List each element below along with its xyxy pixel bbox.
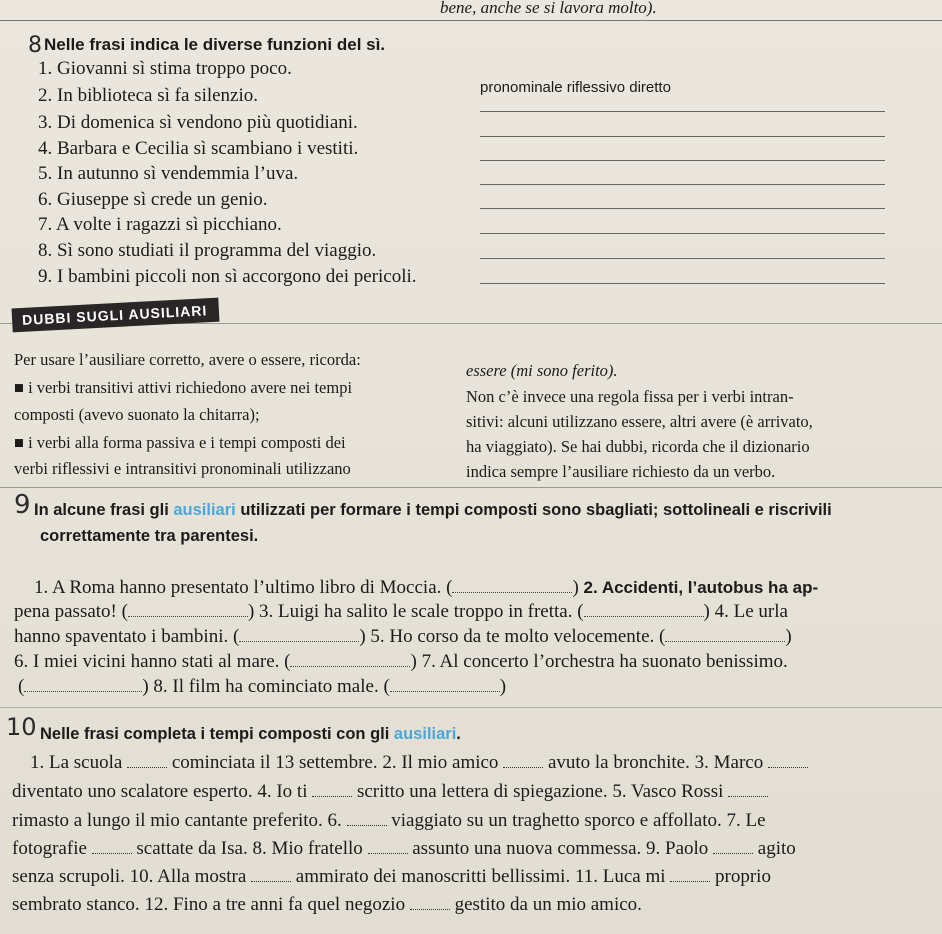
dubbi-bottom-rule [0,487,942,488]
ex10-blank-9[interactable] [713,839,753,854]
ex8-item-7: 7. A volte i ragazzi sì picchiano. [38,214,282,235]
ex9-blank-7[interactable] [24,672,142,692]
answer-line-9[interactable] [480,258,885,259]
ex9-line-2: pena passato! ( ) 3. Luigi ha salito le scale troppo in fretta. ( ) 4. Le urla [14,597,788,623]
ex10-line-3: rimasto a lungo il mio cantante preferito. 6. viaggiato su un traghetto sporco e affollato. 7. Le [12,810,766,831]
ex9-blank-2[interactable] [128,597,248,617]
ex10-top-rule [0,707,942,708]
ex10-line-6: sembrato stanco. 12. Fino a tre anni fa quel negozio gestito da un mio amico. [12,894,642,915]
ex10-line-4: fotografie scattate da Isa. 8. Mio fratello assunto una nuova commessa. 9. Paolo agito [12,838,796,859]
top-fragment-text: bene, anche se si lavora molto). [440,0,657,17]
ex8-item-3: 3. Di domenica sì vendono più quotidiani. [38,112,358,133]
ex9-blank-3[interactable] [584,597,704,617]
exercise-10-number: 10 [6,713,37,741]
exercise-10-title: Nelle frasi completa i tempi composti con gli ausiliari. [40,725,461,743]
dubbi-left-3: composti (avevo suonato la chitarra); [14,405,260,424]
ex9-line-4: 6. I miei vicini hanno stati al mare. ( ) 7. Al concerto l’orchestra ha suonato benissimo. [14,647,788,673]
ex8-item-1: 1. Giovanni sì stima troppo poco. [38,58,292,79]
answer-line-5[interactable] [480,160,885,161]
answer-line-3[interactable] [480,111,885,112]
ex10-line-2: diventato uno scalatore esperto. 4. Io ti scritto una lettera di spiegazione. 5. Vasco Rossi [12,781,768,803]
ex8-item-6: 6. Giuseppe sì crede un genio. [38,189,268,210]
dubbi-badge: DUBBI SUGLI AUSILIARI [12,298,220,333]
ex8-item-5: 5. In autunno sì vendemmia l’uva. [38,163,299,184]
ex8-item-2: 2. In biblioteca sì fa silenzio. [38,85,259,106]
ex9-blank-6[interactable] [290,647,410,667]
dubbi-right-3: sitivi: alcuni utilizzano essere, altri avere (è arrivato, [466,412,813,431]
ex9-blank-4[interactable] [239,622,359,642]
ex8-item-8: 8. Sì sono studiati il programma del viaggio. [38,240,377,261]
dubbi-right-2: Non c’è invece una regola fissa per i verbi intran- [466,387,794,406]
exercise-9-number: 9 [14,490,31,520]
ex9-blank-1[interactable] [452,573,572,593]
ex10-blank-3[interactable] [768,753,808,768]
answer-line-7[interactable] [480,208,885,209]
ex10-blank-8[interactable] [368,839,408,854]
answer-line-4[interactable] [480,136,885,137]
ex10-blank-4[interactable] [312,782,352,797]
ex10-blank-12[interactable] [410,895,450,910]
ex9-line-1: 1. A Roma hanno presentato l’ultimo libro di Moccia. ( ) 2. Accidenti, l’autobus ha ap- [34,573,818,599]
ex9-blank-8[interactable] [390,672,500,692]
answer-line-8[interactable] [480,233,885,234]
ex10-blank-7[interactable] [92,839,132,854]
exercise-9-title: In alcune frasi gli ausiliari utilizzati per formare i tempi composti sono sbagliati; sottolineali e riscrivili [34,501,832,519]
ex10-line-5: senza scrupoli. 10. Alla mostra ammirato dei manoscritti bellissimi. 11. Luca mi proprio [12,866,771,887]
ex9-blank-5[interactable] [665,622,785,642]
ex10-blank-1[interactable] [127,753,167,768]
ex9-line-3: hanno spaventato i bambini. ( ) 5. Ho corso da te molto velocemente. ( ) [14,622,792,648]
dubbi-right-4: ha viaggiato). Se hai dubbi, ricorda che il dizionario [466,437,810,456]
ex10-blank-2[interactable] [503,753,543,768]
dubbi-left-4: ■ i verbi alla forma passiva e i tempi composti dei [14,433,346,452]
dubbi-right-1: essere (mi sono ferito). [466,361,618,380]
ex9-line-5: ( ) 8. Il film ha cominciato male. ( ) [18,672,506,698]
ex10-blank-5[interactable] [728,782,768,797]
ex10-blank-11[interactable] [670,867,710,882]
ex10-line-1: 1. La scuola cominciata il 13 settembre. 2. Il mio amico avuto la bronchite. 3. Marco [30,752,808,774]
top-divider [0,20,942,21]
ex8-item-9: 9. I bambini piccoli non sì accorgono dei pericoli. [38,266,417,287]
exercise-8-title: Nelle frasi indica le diverse funzioni del sì. [44,35,386,54]
exercise-8-number: 8 [28,33,42,58]
dubbi-left-5: verbi riflessivi e intransitivi pronominali utilizzano [14,459,351,478]
ex8-example-answer: pronominale riflessivo diretto [480,79,671,96]
dubbi-right-5: indica sempre l’ausiliare richiesto da un verbo. [466,462,776,481]
dubbi-left-2: ■ i verbi transitivi attivi richiedono avere nei tempi [14,378,353,397]
dubbi-left-1: Per usare l’ausiliare corretto, avere o essere, ricorda: [14,350,361,369]
exercise-9-title-2: correttamente tra parentesi. [40,527,259,545]
ex10-blank-10[interactable] [251,867,291,882]
answer-line-10[interactable] [480,283,885,284]
answer-line-6[interactable] [480,184,885,185]
ex8-item-4: 4. Barbara e Cecilia sì scambiano i vestiti. [38,138,359,159]
ex10-blank-6[interactable] [347,811,387,826]
